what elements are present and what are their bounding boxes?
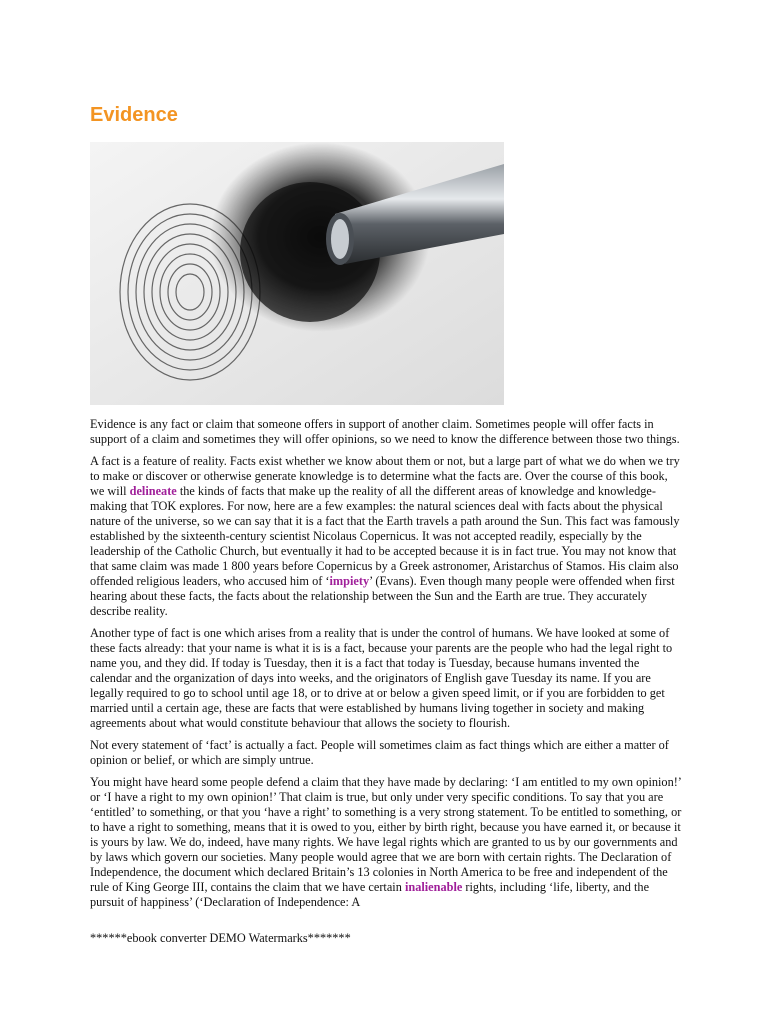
paragraph-text: ’ (Evans). Even though many people were offended when first hearing about these facts, the facts about the relationship between the Sun and the Earth are true. They accurately describe reality.	[90, 574, 675, 618]
paragraph	[90, 738, 682, 768]
paragraph-text: the kinds of facts that make up the reality of all the different areas of knowledge and knowledge-making that TOK explores. For now, here are a few examples: the natural sciences deal with facts about the physical nature of the universe, so we can say that it is a fact that the Earth travels a path around the Sun. This fact was famously established by the sixteenth-century scientist Nicolaus Copernicus. It was not accepted readily, especially by the leadership of the Catholic Church, but eventually it had to be accepted because it is in fact true. You may not know that that same claim was made 1 800 years before Copernicus by a Greek astronomer, Aristarchus of Stamos. His claim also offended religious leaders, who accused him of ‘	[90, 484, 680, 588]
page-title: Evidence	[90, 104, 178, 126]
paragraph-text: Evidence is any fact or claim that someone offers in support of another claim. Sometimes people will offer facts in support of a claim and sometimes they will offer opinions, so we need to know the difference between those two things.	[90, 417, 680, 446]
highlighted-term: delineate	[129, 484, 177, 498]
paragraph-text: Another type of fact is one which arises from a reality that is under the control of humans. We have looked at some of these facts already: that your name is what it is is a fact, because your parents are the people who had the legal right to name you, and they did. If today is Tuesday, then it is a fact that today is Tuesday, because humans invented the calendar and the organization of days into weeks, and the originators of English gave Tuesday its name. If you are legally required to go to school until age 18, or to drive at or below a given speed limit, or if you are forbidden to get married until a certain age, these are facts that were established by humans living together in society and making agreements about what would constitute behaviour that allows the society to flourish.	[90, 626, 673, 730]
paragraph-text: You might have heard some people defend a claim that they have made by declaring: ‘I am entitled to my own opinion!’ or ‘I have a right to my own opinion!’ That claim is true, but only under very specific conditions. To say that you are ‘entitled’ to something, or that you ‘have a right’ to something is a very strong statement. To be entitled to something, or to have a right to something, means that it is owed to you, either by birth right, because you have earned it, or because it is yours by law. We do, indeed, have many rights. We have legal rights which are granted to us by our governments and by laws which govern our societies. Many people would agree that we are born with certain rights. The Declaration of Independence, the document which declared Britain’s 13 colonies in North America to be free and independent of the rule of King George III, contains the claim that we have certain	[90, 775, 682, 894]
highlighted-term: inalienable	[404, 880, 463, 894]
paragraph-text: rights, including ‘life, liberty, and the pursuit of happiness’ (‘Declaration of Independence: A	[90, 880, 650, 909]
paragraph-text: Not every statement of ‘fact’ is actually a fact. People will sometimes claim as fact things which are either a matter of opinion or belief, or which are simply untrue.	[90, 738, 669, 767]
fingerprint-brush-image	[90, 142, 504, 405]
paragraph-text: A fact is a feature of reality. Facts exist whether we know about them or not, but a large part of what we do when we try to make or discover or otherwise generate knowledge is to determine what the facts are. Over the course of this book, we will	[90, 454, 680, 498]
highlighted-term: impiety	[329, 574, 370, 588]
paragraph	[90, 626, 682, 731]
watermark-text: ******ebook converter DEMO Watermarks*******	[90, 931, 351, 945]
paragraph	[90, 417, 682, 447]
article-body	[90, 417, 682, 917]
paragraph	[90, 454, 682, 619]
paragraph	[90, 775, 682, 910]
